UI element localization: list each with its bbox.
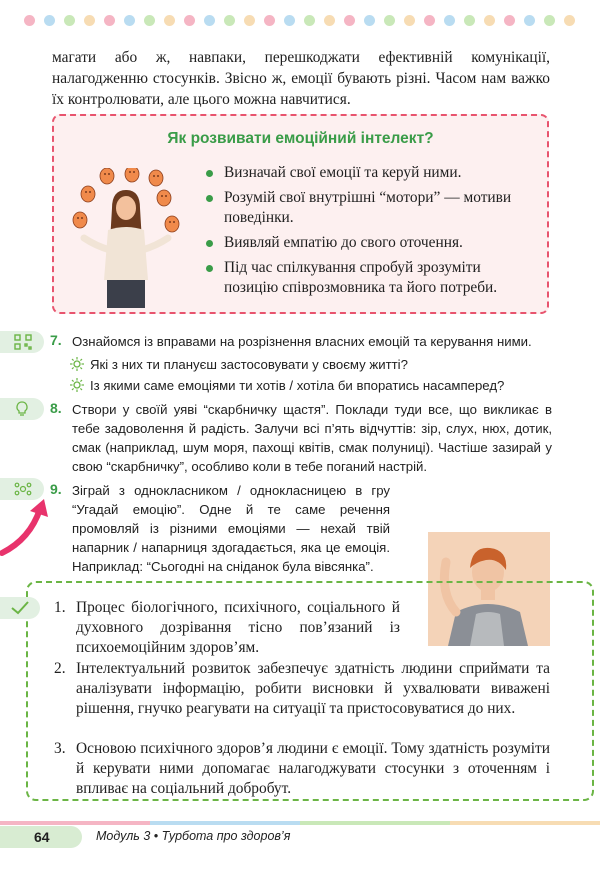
exercise-8-badge (0, 398, 44, 420)
decorative-dot (224, 15, 235, 26)
decorative-dot (484, 15, 495, 26)
decorative-dot (524, 15, 535, 26)
decorative-dot (304, 15, 315, 26)
decorative-dot (464, 15, 475, 26)
exercise-7-sub-1-text: Які з них ти плануєш застосовувати у своєму житті? (90, 357, 408, 372)
decorative-dot (364, 15, 375, 26)
ei-tip-item: Виявляй емпатію до свого оточення. (204, 233, 534, 253)
ei-tips-list (204, 163, 534, 303)
decorative-dot (404, 15, 415, 26)
pointer-arrow-icon (0, 495, 62, 557)
lightbulb-icon (14, 401, 30, 417)
summary-item-2-text: Інтелектуальний розвиток забезпечує здатність людини сприймати та аналізувати інформацію, робити висновки й ухвалювати виважені рішення, гнучко реагувати на ситуації та пристосовуватися до них. (76, 660, 550, 717)
sun-bullet-icon (70, 357, 84, 371)
decorative-dot (324, 15, 335, 26)
ei-tip-item: Під час спілкування спробуй зрозуміти позицію співрозмовника та його потреби. (204, 258, 534, 298)
exercise-7-text: Ознайомся із вправами на розрізнення власних емоцій та керування ними. (72, 334, 532, 349)
ei-tips-box (52, 114, 549, 314)
exercise-8-number: 8. (50, 400, 62, 416)
decorative-dot (504, 15, 515, 26)
exercise-7-number: 7. (50, 332, 62, 348)
summary-item-1-number: 1. (54, 599, 66, 616)
summary-item-3-number: 3. (54, 740, 66, 757)
exercise-9-text: Зіграй з однокласником / однокласницею в гру “Угадай емоцію”. Одне й те саме речення промовляй із різними емоціями — нехай твій напарник / напарниця здогадається, яка це емоція. Наприклад: “Сьогодні на сніданок була вівсянка”. (72, 483, 390, 574)
decorative-dot (164, 15, 175, 26)
ei-tip-item: Визначай свої емоції та керуй ними. (204, 163, 534, 183)
top-dot-border (24, 15, 584, 27)
decorative-dot (84, 15, 95, 26)
decorative-dot (64, 15, 75, 26)
ei-box-title: Як розвивати емоційний інтелект? (167, 130, 434, 147)
checkmark-icon (10, 600, 30, 616)
decorative-dot (444, 15, 455, 26)
exercise-9-number: 9. (50, 481, 62, 497)
page-number: 64 (34, 829, 50, 845)
decorative-dot (544, 15, 555, 26)
decorative-dot (44, 15, 55, 26)
decorative-dot (384, 15, 395, 26)
decorative-dot (244, 15, 255, 26)
girl-with-masks-illustration (70, 168, 180, 308)
exercise-8-text: Створи у своїй уяві “скарбничку щастя”. Поклади туди все, що викликає в тебе задоволення й радість. Залучи всі п’ять відчуттів: зір, слух, нюх, дотик, смак (наприклад, шум моря, пахощі квітів, смак полуниці). Частіше зазирай у свою “скарбничку”, особливо коли в тебе поганий настрій. (72, 402, 552, 474)
summary-item-3-text: Основою психічного здоров’я людини є емоції. Тому здатність розуміти й керувати ними допомагає налагоджувати стосунки з оточенням і впливає на соціальний добробут. (76, 740, 550, 797)
intro-paragraph: магати або ж, навпаки, перешкоджати ефективній комунікації, налагодженню стосунків. Звісно ж, емоції бувають різні. Часом нам важко їх контролювати, але цього можна навчитися. (52, 49, 550, 108)
summary-item-1-text: Процес біологічного, психічного, соціального й духовного дозрівання тісно пов’язаний із психоемоційним здоров’ям. (76, 599, 400, 656)
footer-stripe (0, 821, 600, 825)
page-number-badge (0, 826, 82, 848)
ei-tip-item: Розумій свої внутрішні “мотори” — мотиви поведінки. (204, 188, 534, 228)
decorative-dot (124, 15, 135, 26)
decorative-dot (24, 15, 35, 26)
summary-check-badge (0, 597, 40, 619)
qr-grid-icon (14, 334, 32, 350)
exercise-7-sub-2-text: Із якими саме емоціями ти хотів / хотіла би впоратись насамперед? (90, 378, 505, 393)
decorative-dot (264, 15, 275, 26)
decorative-dot (144, 15, 155, 26)
summary-item-2-number: 2. (54, 660, 66, 677)
decorative-dot (104, 15, 115, 26)
decorative-dot (564, 15, 575, 26)
decorative-dot (284, 15, 295, 26)
sun-bullet-icon (70, 378, 84, 392)
decorative-dot (184, 15, 195, 26)
decorative-dot (424, 15, 435, 26)
exercise-7-badge (0, 331, 44, 353)
decorative-dot (204, 15, 215, 26)
decorative-dot (344, 15, 355, 26)
module-title: Модуль 3 • Турбота про здоров’я (96, 829, 291, 843)
